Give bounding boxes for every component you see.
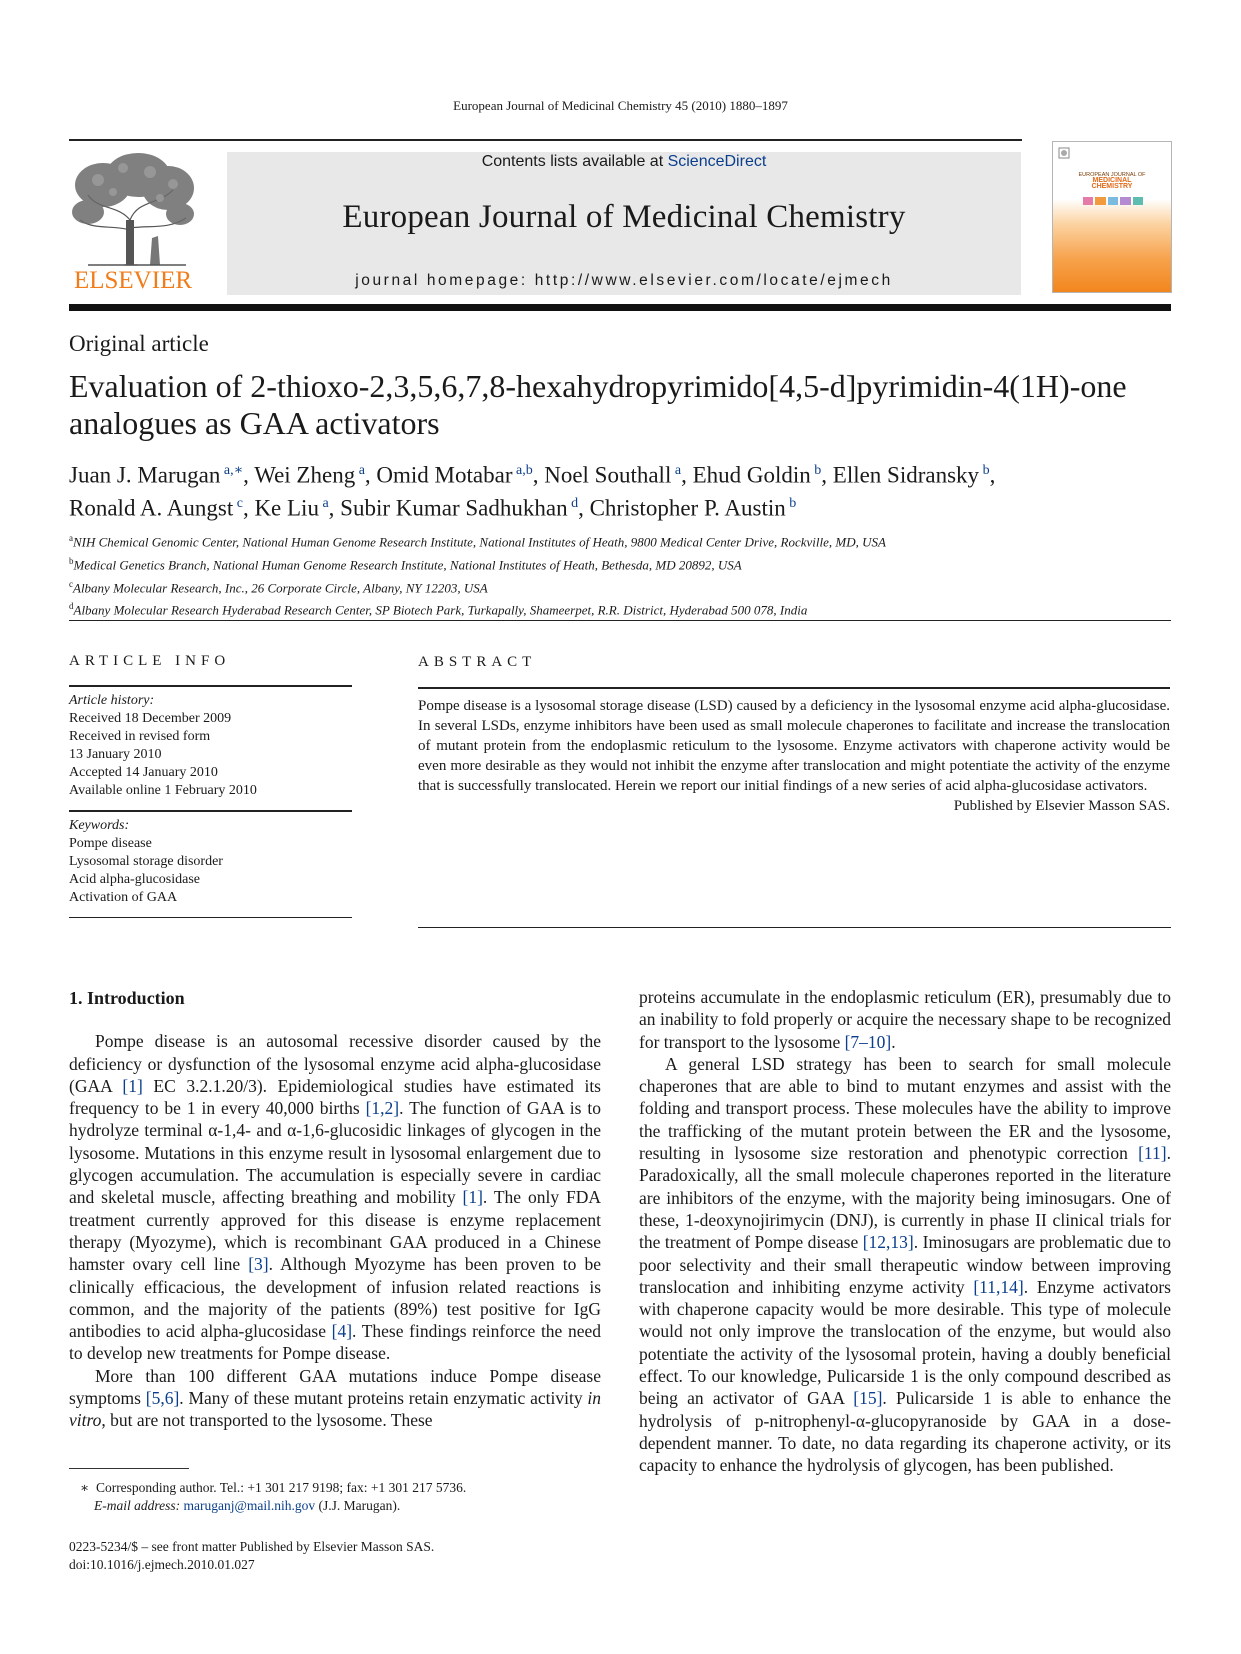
abstract-rule [418, 687, 1170, 689]
author-name: Juan J. Marugan [69, 462, 221, 488]
cover-logo-icon [1057, 146, 1073, 162]
citation-link[interactable]: [5,6] [145, 1388, 180, 1409]
masthead-rule [69, 304, 1171, 311]
keyword-item: Activation of GAA [69, 890, 178, 905]
imprint-line: 0223-5234/$ – see front matter Published by Elsevier Masson SAS. [69, 1539, 435, 1554]
citation-link[interactable]: [1,2] [365, 1098, 400, 1119]
author-affiliation-mark[interactable]: c [233, 495, 243, 511]
body-text: . Paradoxically, all the small molecule chaperones reported in the literature are inhibitors of the enzyme, with the majority being iminosugars. One of these, 1-deoxynojirimycin (DNJ), is currently in phase II clinical trials for the treatment of Pompe disease [639, 1143, 1171, 1253]
affiliation-mark: c [69, 578, 73, 589]
article-info-rule [69, 685, 352, 687]
cover-title: EUROPEAN JOURNAL OF MEDICINAL CHEMISTRY [1078, 172, 1146, 190]
running-head: European Journal of Medicinal Chemistry 45 (2010) 1880–1897 [453, 98, 788, 113]
history-item: 13 January 2010 [69, 747, 162, 762]
article-title: Evaluation of 2-thioxo-2,3,5,6,7,8-hexahydropyrimido[4,5-d]pyrimidin-4(1H)-one analogues as GAA activators [69, 368, 1127, 441]
italic-text: in vitro [69, 1388, 601, 1431]
tree-logo-icon [68, 150, 198, 268]
author-affiliation-mark[interactable]: a [355, 463, 365, 478]
history-item: Received in revised form [69, 729, 211, 744]
journal-title: European Journal of Medicinal Chemistry [342, 199, 906, 235]
imprint-line: doi:10.1016/j.ejmech.2010.01.027 [69, 1557, 255, 1572]
citation-link[interactable]: [11] [1138, 1143, 1167, 1164]
elsevier-wordmark: ELSEVIER [73, 267, 193, 294]
body-right-column [639, 986, 1171, 1477]
author-name: Ke Liu [254, 495, 319, 521]
footnote [80, 1479, 600, 1515]
imprint [69, 1538, 629, 1574]
citation-link[interactable]: [7–10] [844, 1031, 892, 1052]
journal-cover-thumbnail [1052, 141, 1172, 293]
citation-link[interactable]: [15] [853, 1388, 883, 1409]
affiliation-line [69, 552, 1169, 575]
body-text: . [891, 1031, 896, 1052]
affiliation-line [69, 575, 1169, 598]
affiliation-line [69, 597, 1169, 620]
keyword-item: Pompe disease [69, 836, 152, 851]
history-label: Article history: [69, 693, 155, 708]
keywords-label: Keywords: [69, 818, 130, 833]
body-text: , but are not transported to the lysosome. These [101, 1410, 433, 1431]
body-text: . Enzyme activators with chaperone capacity would be more desirable. This type of molecule would not only improve the translocation of the enzyme, but would also potentiate the activity of the lysosomal protein, having a doubly beneficial effect. To our knowledge, Pulicarside 1 is the only compound described as being an activator of GAA [639, 1276, 1171, 1409]
article-type: Original article [69, 331, 209, 356]
section-heading-introduction: 1. Introduction [69, 988, 185, 1008]
body-paragraph [69, 1365, 601, 1432]
elsevier-logo [68, 150, 198, 295]
body-text: . Although Myozyme has been proven to be clinically efficacious, the development of infusion related reactions is common, and the majority of the patients (89%) test positive for IgG antibodies to acid alpha-glucosidase [69, 1254, 601, 1342]
author-affiliation-mark[interactable]: a,b [512, 463, 533, 478]
author-name: Noel Southall [544, 462, 672, 488]
citation-link[interactable]: [1] [122, 1075, 143, 1096]
affiliation-text: Albany Molecular Research Hyderabad Research Center, SP Biotech Park, Turkapally, Shameerpet, R.R. District, Hyderabad 500 078, India [73, 602, 808, 618]
abstract [418, 652, 1170, 816]
affiliation-text: Albany Molecular Research, Inc., 26 Corporate Circle, Albany, NY 12203, USA [73, 579, 488, 595]
cover-color-bars [1083, 197, 1143, 205]
keyword-item: Acid alpha-glucosidase [69, 872, 201, 887]
author-affiliation-mark[interactable]: b [810, 463, 822, 478]
author-name: Ehud Goldin [692, 462, 811, 488]
footnote-rule [69, 1468, 189, 1469]
journal-homepage[interactable]: journal homepage: http://www.elsevier.com/locate/ejmech [355, 272, 893, 289]
affiliation-line [69, 529, 1169, 552]
body-paragraph [639, 986, 1171, 1053]
body-text: . Pulicarside 1 is able to enhance the hydrolysis of p-nitrophenyl-α-glucopyranoside by GAA in a dose-dependent manner. To date, no data regarding its chaperone activity, or its capacity to enhance the hydrolysis of glycogen, has been published. [639, 1388, 1172, 1476]
contents-prefix: Contents lists available at [481, 153, 668, 170]
body-paragraph [69, 1030, 601, 1364]
corresponding-author-note: ∗ Corresponding author. Tel.: +1 301 217 9198; fax: +1 301 217 5736. [80, 1480, 467, 1495]
author-affiliation-mark[interactable]: d [567, 495, 579, 511]
citation-link[interactable]: [4] [331, 1321, 353, 1342]
citation-link[interactable]: [12,13] [862, 1232, 914, 1253]
article-info-heading: ARTICLE INFO [69, 653, 231, 669]
author-affiliation-mark[interactable]: b [979, 463, 990, 478]
author-affiliation-mark[interactable]: a [671, 463, 682, 478]
intro-left-paragraphs [69, 1030, 601, 1431]
citation-link[interactable]: [1] [462, 1187, 483, 1208]
intro-right-paragraphs [639, 986, 1171, 1477]
contents-line [227, 153, 1021, 171]
email-link[interactable]: maruganj@mail.nih.gov [183, 1498, 316, 1513]
journal-banner [227, 152, 1021, 295]
body-text: . The function of GAA is to hydrolyze terminal α-1,4- and α-1,6-glucosidic linkages of glycogen in the lysosome. Mutations in this enzyme result in lysosomal enlargement due to glycogen accumulation. The accumulation is especially severe in cardiac and skeletal muscle, affecting breathing and mobility [69, 1098, 601, 1208]
affiliation-mark: a [69, 533, 73, 543]
citation-link[interactable]: [3] [248, 1254, 269, 1275]
article-info [69, 652, 352, 918]
author-name: Omid Motabar [376, 462, 513, 488]
author-name: Subir Kumar Sadhukhan [340, 495, 568, 521]
body-text: . These findings reinforce the need to develop new treatments for Pompe disease. [69, 1321, 601, 1364]
body-text: More than 100 different GAA mutations induce Pompe disease symptoms [69, 1365, 601, 1409]
author-name: Christopher P. Austin [589, 495, 786, 521]
author-affiliation-mark[interactable]: a,∗ [220, 463, 244, 478]
history-list [69, 710, 352, 800]
abstract-heading: ABSTRACT [418, 654, 537, 670]
footnote-mark: ∗ [80, 1480, 90, 1495]
history-item: Available online 1 February 2010 [69, 783, 257, 798]
author-name: Ronald A. Aungst [69, 495, 234, 521]
abstract-text: Pompe disease is a lysosomal storage disease (LSD) caused by a deficiency in the lysosomal enzyme acid alpha-glucosidase. In several LSDs, enzyme inhibitors have been used as small molecule chaperones to facilitate and increase the translocation of mutant protein from the endoplasmic reticulum to the lysosome. Enzyme activators with chaperone activity would be even more desirable as they would not inhibit the enzyme after translocation and might potentiate the activity of the enzyme that is successfully translocated. Herein we report our initial findings of a new series of acid alpha-glucosidase activators. [418, 698, 1170, 794]
author-affiliation-mark[interactable]: a [318, 495, 329, 511]
body-paragraph [639, 1053, 1171, 1477]
top-rule [69, 139, 1022, 141]
author-name: Wei Zheng [254, 462, 356, 488]
body-text: EC 3.2.1.20/3). Epidemiological studies have estimated its frequency to be 1 in every 40,000 births [69, 1075, 601, 1119]
abstract-bottom-rule [418, 927, 1171, 928]
body-text: proteins accumulate in the endoplasmic reticulum (ER), presumably due to an inability to fold properly or acquire the necessary shape to be recognized for transport to the lysosome [639, 987, 1171, 1052]
sciencedirect-link[interactable]: ScienceDirect [667, 153, 767, 170]
affiliation-mark: d [69, 601, 74, 612]
affiliations [69, 529, 1169, 620]
body-text: . Iminosugars are problematic due to poor selectivity and their small therapeutic window between improving translocation and inhibiting enzyme activity [639, 1232, 1171, 1297]
history-item: Accepted 14 January 2010 [69, 765, 218, 780]
keyword-item: Lysosomal storage disorder [69, 854, 223, 869]
published-by: Published by Elsevier Masson SAS. [953, 798, 1170, 814]
affiliation-mark: b [69, 555, 74, 566]
author-list: Juan J. Marugan $^{a,∗}$, Wei Zheng $^a$, Omid Motabar $^{a,b}$, Noel Southall $^a$, Ehud Goldin $^b$, Ellen Sidransky $^b$, Ronald A. Aungst $^c$, Ke Liu $^a$, Subir Kumar Sadhukhan $^d$, Christopher P. Austin $^b$ [69, 462, 996, 521]
citation-link[interactable]: [11,14] [973, 1276, 1024, 1297]
body-text: . Many of these mutant proteins retain enzymatic activity [179, 1388, 588, 1409]
body-text: Pompe disease is an autosomal recessive disorder caused by the deficiency or dysfunction of the lysosomal enzyme acid alpha-glucosidase (GAA [69, 1031, 601, 1096]
body-text: A general LSD strategy has been to search for small molecule chaperones that are able to bind to mutant enzymes and assist with the folding and transport process. These molecules have the ability to improve the trafficking of the mutant protein between the ER and the lysosome, resulting in lysosome size restoration and phenotypic correction [639, 1053, 1171, 1164]
affiliation-text: NIH Chemical Genomic Center, National Human Genome Research Institute, National Institutes of Heath, 9800 Medical Center Drive, Rockville, MD, USA [73, 534, 886, 550]
header-divider [69, 620, 1171, 621]
affiliation-text: Medical Genetics Branch, National Human Genome Research Institute, National Institutes of Heath, Bethesda, MD 20892, USA [73, 557, 742, 573]
body-text: . The only FDA treatment currently approved for this disease is enzyme replacement therapy (Myozyme), which is recombinant GAA produced in a Chinese hamster ovary cell line [69, 1187, 601, 1275]
info-bottom-rule [69, 917, 352, 918]
keyword-list [69, 835, 352, 907]
author-affiliation-mark[interactable]: b [785, 495, 797, 511]
body-left-column [69, 987, 601, 1432]
author-name: Ellen Sidransky [832, 462, 980, 488]
history-item: Received 18 December 2009 [69, 711, 232, 726]
email-note: E-mail address: maruganj@mail.nih.gov (J.J. Marugan). [94, 1498, 401, 1513]
keywords-rule [69, 810, 352, 812]
